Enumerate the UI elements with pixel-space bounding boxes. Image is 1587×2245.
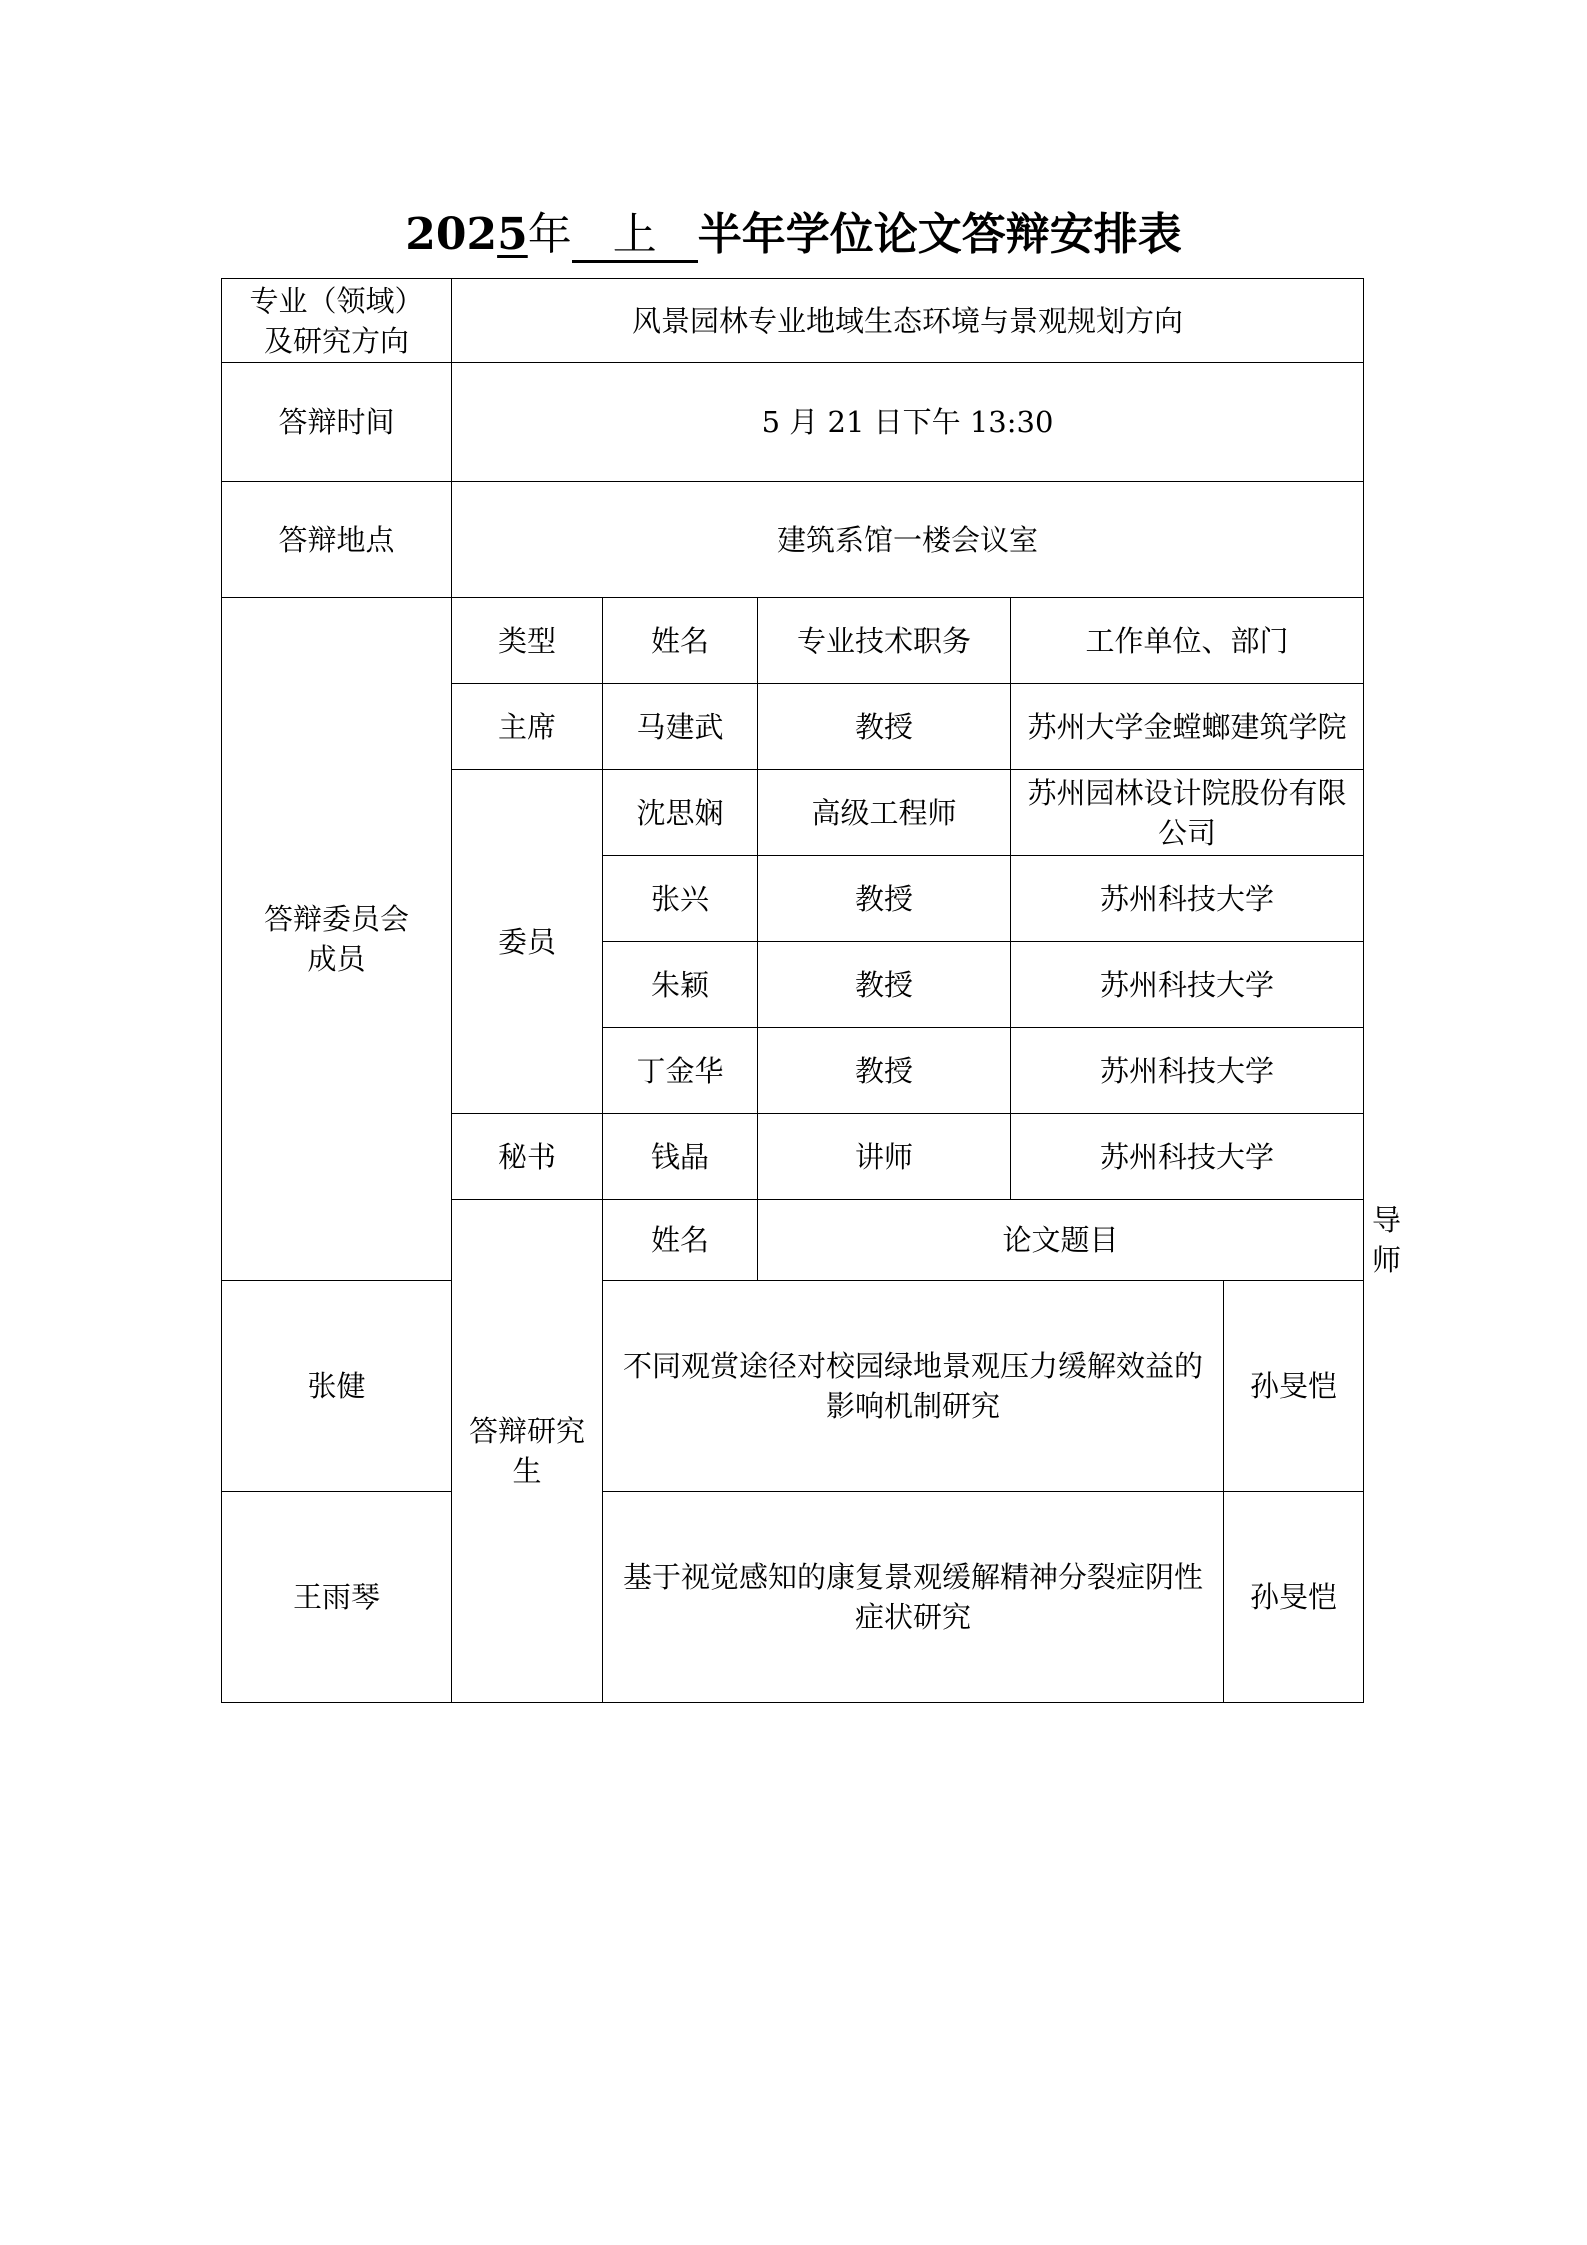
- student-advisor: 孙旻恺: [1224, 1492, 1364, 1703]
- place-value: 建筑系馆一楼会议室: [452, 482, 1364, 598]
- chair-unit: 苏州大学金螳螂建筑学院: [1011, 684, 1364, 770]
- page-title: [0, 205, 1587, 265]
- student-advisor: 孙旻恺: [1224, 1281, 1364, 1492]
- time-label: 答辩时间: [222, 363, 452, 482]
- students-header-row: 答辩研究生 姓名 论文题目 导师: [222, 1200, 1364, 1281]
- committee-header-name: 姓名: [603, 598, 758, 684]
- title-year-prefix: 202: [405, 209, 498, 260]
- student-row: [222, 1281, 1364, 1492]
- member-title: 高级工程师: [758, 770, 1011, 856]
- major-label-line2: 及研究方向: [263, 323, 409, 358]
- time-row: [222, 363, 1364, 482]
- member-title: 教授: [758, 942, 1011, 1028]
- committee-label: [222, 598, 452, 1281]
- members-type: 委员: [452, 770, 603, 1114]
- member-unit: 苏州科技大学: [1011, 1028, 1364, 1114]
- secretary-title: 讲师: [758, 1114, 1011, 1200]
- committee-header-title: 专业技术职务: [758, 598, 1011, 684]
- place-label: 答辩地点: [222, 482, 452, 598]
- member-title: 教授: [758, 856, 1011, 942]
- committee-header-type: 类型: [452, 598, 603, 684]
- committee-label-line2: 成员: [307, 942, 366, 976]
- major-row: [222, 279, 1364, 363]
- committee-label-line1: 答辩委员会: [263, 902, 409, 936]
- member-name: 张兴: [603, 856, 758, 942]
- secretary-unit: 苏州科技大学: [1011, 1114, 1364, 1200]
- defense-schedule-table: [221, 278, 1402, 1703]
- students-header-name: 姓名: [603, 1200, 758, 1281]
- secretary-type: 秘书: [452, 1114, 603, 1200]
- committee-header-row: [222, 598, 1364, 684]
- title-year-suffix: 年: [527, 209, 572, 260]
- member-name: 朱颖: [603, 942, 758, 1028]
- time-value: 5 月 21 日下午 13:30: [452, 363, 1364, 482]
- title-rest: 半年学位论文答辩安排表: [697, 209, 1182, 260]
- secretary-name: 钱晶: [603, 1114, 758, 1200]
- major-value: 风景园林专业地域生态环境与景观规划方向: [452, 279, 1364, 363]
- student-name: 王雨琴: [222, 1492, 452, 1703]
- title-year-last: 5: [497, 209, 528, 260]
- students-label: 答辩研究生: [452, 1200, 603, 1703]
- student-thesis: 不同观赏途径对校园绿地景观压力缓解效益的影响机制研究: [603, 1281, 1224, 1492]
- member-unit: 苏州科技大学: [1011, 942, 1364, 1028]
- member-unit: 苏州园林设计院股份有限公司: [1011, 770, 1364, 856]
- member-title: 教授: [758, 1028, 1011, 1114]
- member-unit: 苏州科技大学: [1011, 856, 1364, 942]
- chair-type: 主席: [452, 684, 603, 770]
- chair-name: 马建武: [603, 684, 758, 770]
- committee-header-unit: 工作单位、部门: [1011, 598, 1364, 684]
- student-name: 张健: [222, 1281, 452, 1492]
- title-half-blank: 上: [572, 210, 698, 263]
- student-row: [222, 1492, 1364, 1703]
- chair-title: 教授: [758, 684, 1011, 770]
- major-label: [222, 279, 452, 363]
- major-label-line1: 专业（领域）: [249, 283, 424, 318]
- students-header-thesis: 论文题目: [758, 1200, 1364, 1281]
- member-name: 丁金华: [603, 1028, 758, 1114]
- member-name: 沈思娴: [603, 770, 758, 856]
- place-row: [222, 482, 1364, 598]
- student-thesis: 基于视觉感知的康复景观缓解精神分裂症阴性症状研究: [603, 1492, 1224, 1703]
